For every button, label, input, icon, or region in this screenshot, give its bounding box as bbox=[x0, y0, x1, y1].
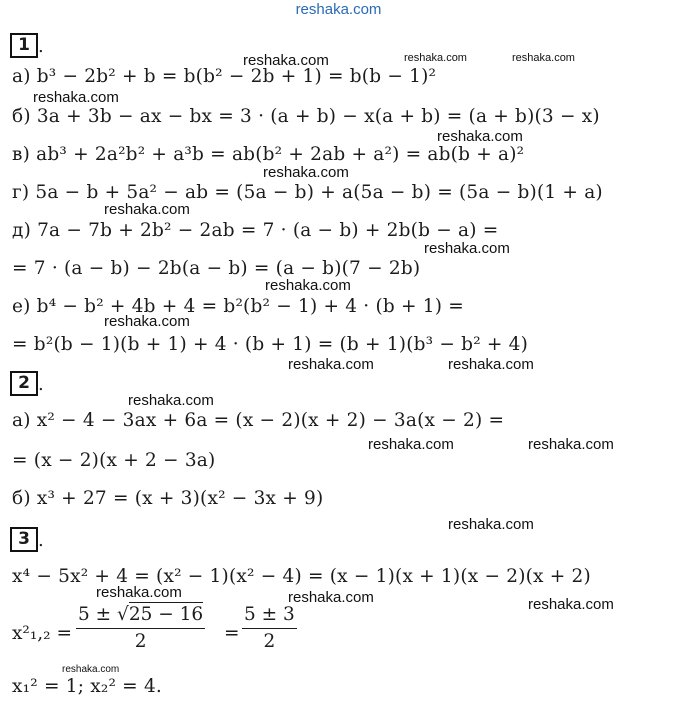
site-header[interactable]: reshaka.com bbox=[295, 1, 382, 18]
watermark: reshaka.com bbox=[424, 240, 510, 257]
watermark: reshaka.com bbox=[368, 436, 454, 453]
section-number-1: 1 bbox=[10, 33, 38, 58]
section-number-dot: . bbox=[38, 530, 44, 551]
watermark: reshaka.com bbox=[437, 128, 523, 145]
watermark: reshaka.com bbox=[263, 164, 349, 181]
watermark: reshaka.com bbox=[96, 584, 182, 601]
fraction-1-denominator: 2 bbox=[134, 630, 147, 652]
watermark: reshaka.com bbox=[265, 277, 351, 294]
watermark: reshaka.com bbox=[528, 596, 614, 613]
watermark: reshaka.com bbox=[243, 52, 329, 69]
section-number-dot: . bbox=[38, 374, 44, 395]
roots-label: x²₁,₂ = bbox=[12, 623, 72, 644]
watermark: reshaka.com bbox=[33, 89, 119, 106]
watermark: reshaka.com bbox=[512, 52, 575, 64]
fraction-2-numerator: 5 ± 3 bbox=[242, 606, 297, 629]
solution-line-1d-part2: = 7 · (a − b) − 2b(a − b) = (a − b)(7 − 2b) bbox=[12, 258, 421, 279]
fraction-2-denominator: 2 bbox=[263, 630, 276, 652]
roots-fraction-2 bbox=[242, 606, 297, 651]
square-root-radicand: 25 − 16 bbox=[128, 604, 204, 625]
watermark: reshaka.com bbox=[288, 356, 374, 373]
watermark: reshaka.com bbox=[448, 516, 534, 533]
watermark: reshaka.com bbox=[528, 436, 614, 453]
watermark: reshaka.com bbox=[288, 589, 374, 606]
watermark: reshaka.com bbox=[128, 392, 214, 409]
solution-line-3-factorization: x⁴ − 5x² + 4 = (x² − 1)(x² − 4) = (x − 1)(x + 1)(x − 2)(x + 2) bbox=[12, 566, 591, 587]
section-number-2: 2 bbox=[10, 371, 38, 396]
solution-line-1e-part2: = b²(b − 1)(b + 1) + 4 · (b + 1) = (b + 1)(b³ − b² + 4) bbox=[12, 334, 529, 355]
equals-sign: = bbox=[224, 623, 240, 644]
section-number-dot: . bbox=[38, 36, 44, 57]
watermark: reshaka.com bbox=[104, 313, 190, 330]
solution-line-2b: б) x³ + 27 = (x + 3)(x² − 3x + 9) bbox=[12, 488, 324, 509]
section-number-3: 3 bbox=[10, 527, 38, 552]
solution-line-2a-part1: а) x² − 4 − 3ax + 6a = (x − 2)(x + 2) − 3a(x − 2) = bbox=[12, 410, 505, 431]
roots-answer: x₁² = 1; x₂² = 4. bbox=[12, 676, 162, 697]
watermark: reshaka.com bbox=[404, 52, 467, 64]
solution-line-2a-part2: = (x − 2)(x + 2 − 3a) bbox=[12, 450, 216, 471]
solution-line-1v: в) ab³ + 2a²b² + a³b = ab(b² + 2ab + a²) = ab(b + a)² bbox=[12, 144, 525, 165]
solution-line-1e-part1: е) b⁴ − b² + 4b + 4 = b²(b² − 1) + 4 · (b + 1) = bbox=[12, 296, 464, 317]
watermark: reshaka.com bbox=[448, 356, 534, 373]
solution-line-1g: г) 5a − b + 5a² − ab = (5a − b) + a(5a − b) = (5a − b)(1 + a) bbox=[12, 182, 603, 203]
solution-line-1b: б) 3a + 3b − ax − bx = 3 · (a + b) − x(a + b) = (a + b)(3 − x) bbox=[12, 106, 600, 127]
watermark: reshaka.com bbox=[62, 664, 120, 675]
solution-line-1d-part1: д) 7a − 7b + 2b² − 2ab = 7 · (a − b) + 2b(b − a) = bbox=[12, 220, 499, 241]
solution-line-1a: а) b³ − 2b² + b = b(b² − 2b + 1) = b(b − 1)² bbox=[12, 66, 437, 87]
roots-fraction-1: $\frac{5 \pm √25 - 16}{2}$ bbox=[78, 604, 204, 652]
watermark: reshaka.com bbox=[104, 201, 190, 218]
fraction-1-numerator-prefix: 5 ± bbox=[78, 604, 118, 625]
